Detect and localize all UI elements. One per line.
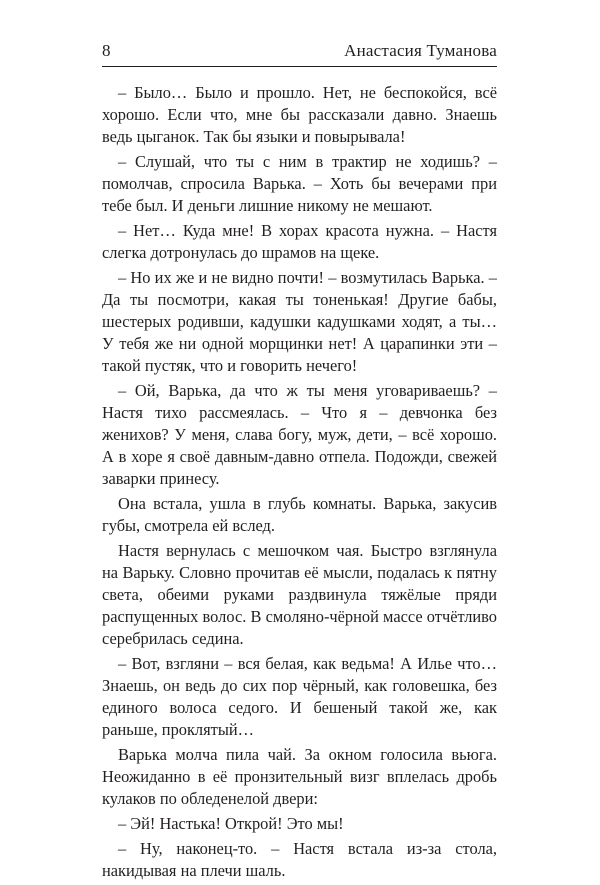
- author-name: Анастасия Туманова: [344, 41, 497, 60]
- body-text: [102, 82, 497, 885]
- paragraph: Она встала, ушла в глубь комнаты. Варька, закусив губы, смотрела ей вслед.: [102, 494, 497, 535]
- page-number: 8: [102, 41, 111, 60]
- paragraph: – Было… Было и прошло. Нет, не беспокойся, всё хорошо. Если что, мне бы рассказали давно. Знаешь ведь цыганок. Так бы языки и повырывала!: [102, 83, 497, 146]
- running-header: [102, 40, 497, 67]
- paragraph: – Эй! Настька! Открой! Это мы!: [118, 814, 344, 833]
- paragraph: – Ну, наконец-то. – Настя встала из-за стола, накидывая на плечи шаль.: [102, 839, 497, 880]
- paragraph: – Вот, взгляни – вся белая, как ведьма! А Илье что… Знаешь, он ведь до сих пор чёрный, как головешка, без единого волоса седого. И бешеный такой же, как раньше, проклятый…: [102, 654, 497, 739]
- paragraph: – Но их же и не видно почти! – возмутилась Варька. – Да ты посмотри, какая ты тоненькая! Другие бабы, шестерых родивши, кадушки кадушками ходят, а ты… У тебя же ни одной морщинки нет! А царапинки эти – такой пустяк, что и говорить нечего!: [102, 268, 497, 375]
- paragraph: Варька молча пила чай. За окном голосила вьюга. Неожиданно в её пронзительный визг вплелась дробь кулаков по обледенелой двери:: [102, 745, 497, 808]
- paragraph: – Слушай, что ты с ним в трактир не ходишь? – помолчав, спросила Варька. – Хоть бы вечерами при тебе был. И деньги лишние никому не мешают.: [102, 152, 497, 215]
- paragraph: – Нет… Куда мне! В хорах красота нужна. – Настя слегка дотронулась до шрамов на щеке.: [102, 221, 497, 262]
- paragraph: Настя вернулась с мешочком чая. Быстро взглянула на Варьку. Словно прочитав её мысли, подалась к пятну света, обеими руками раздвинула тяжёлые пряди распущенных волос. В смоляно-чёрной массе отчётливо серебрилась седина.: [102, 541, 497, 648]
- paragraph: – Ой, Варька, да что ж ты меня уговариваешь? – Настя тихо рассмеялась. – Что я – девчонка без женихов? У меня, слава богу, муж, дети, – всё хорошо. А в хоре я своё давным-давно отпела. Подожди, свежей заварки принесу.: [102, 381, 497, 488]
